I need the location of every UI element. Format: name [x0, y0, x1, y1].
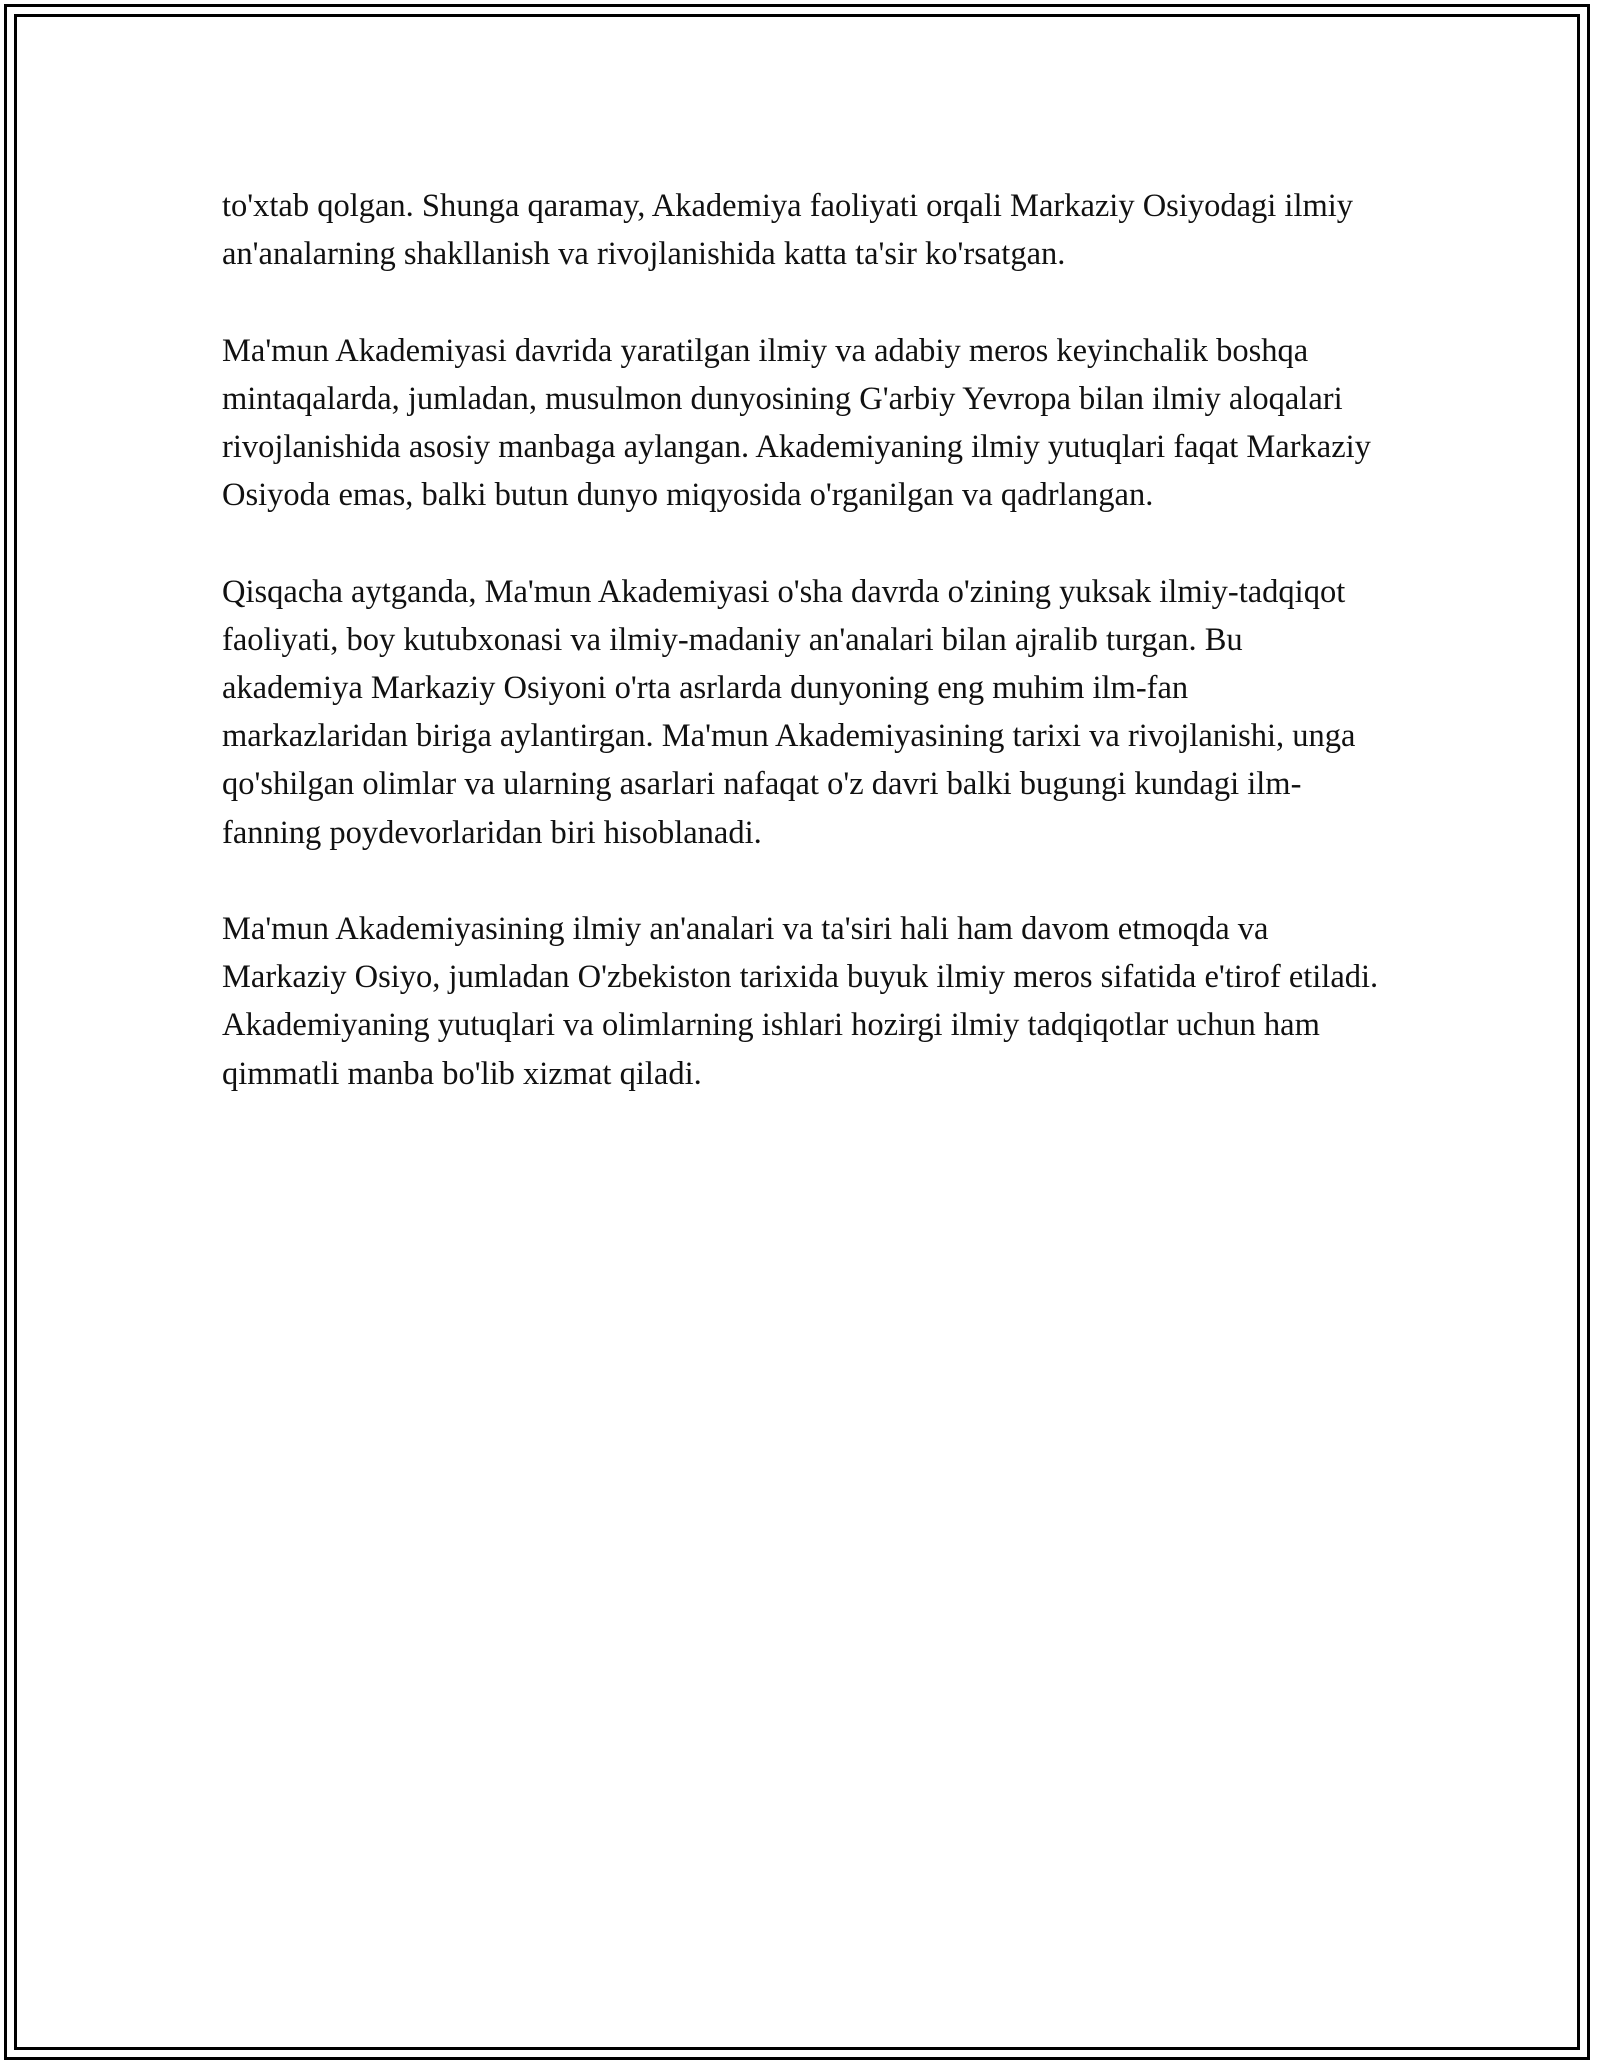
paragraph-3: Qisqacha aytganda, Ma'mun Akademiyasi o'sha davrda o'zining yuksak ilmiy-tadqiqot faoliyati, boy kutubxonasi va ilmiy-madaniy an'analari bilan ajralib turgan. Bu akademiya Markaziy Osiyoni o'rta asrlarda dunyoning eng muhim ilm-fan markazlaridan biriga aylantirgan. Ma'mun Akademiyasining tarixi va rivojlanishi, unga qo'shilgan olimlar va ularning asarlari nafaqat o'z davri balki bugungi kundagi ilm-fanning poydevorlaridan biri hisoblanadi. — [222, 573, 1356, 851]
paragraph-4: Ma'mun Akademiyasining ilmiy an'analari va ta'siri hali ham davom etmoqda va Markaziy Osiyo, jumladan O'zbekiston tarixida buyuk ilmiy meros sifatida e'tirof etiladi. Akademiyaning yutuqlari va olimlarning ishlari hozirgi ilmiy tadqiqotlar uchun ham qimmatli manba bo'lib xizmat qiladi. — [222, 911, 1379, 1092]
document-body — [222, 182, 1382, 1146]
paragraph-1: to'xtab qolgan. Shunga qaramay, Akademiya faoliyati orqali Markaziy Osiyodagi ilmiy an'analarning shakllanish va rivojlanishida katta ta'sir ko'rsatgan. — [222, 188, 1354, 273]
paragraph-2: Ma'mun Akademiyasi davrida yaratilgan ilmiy va adabiy meros keyinchalik boshqa mintaqalarda, jumladan, musulmon dunyosining G'arbiy Yevropa bilan ilmiy aloqalari rivojlanishida asosiy manbaga aylangan. Akademiyaning ilmiy yutuqlari faqat Markaziy Osiyoda emas, balki butun dunyo miqyosida o'rganilgan va qadrlangan. — [222, 332, 1371, 514]
